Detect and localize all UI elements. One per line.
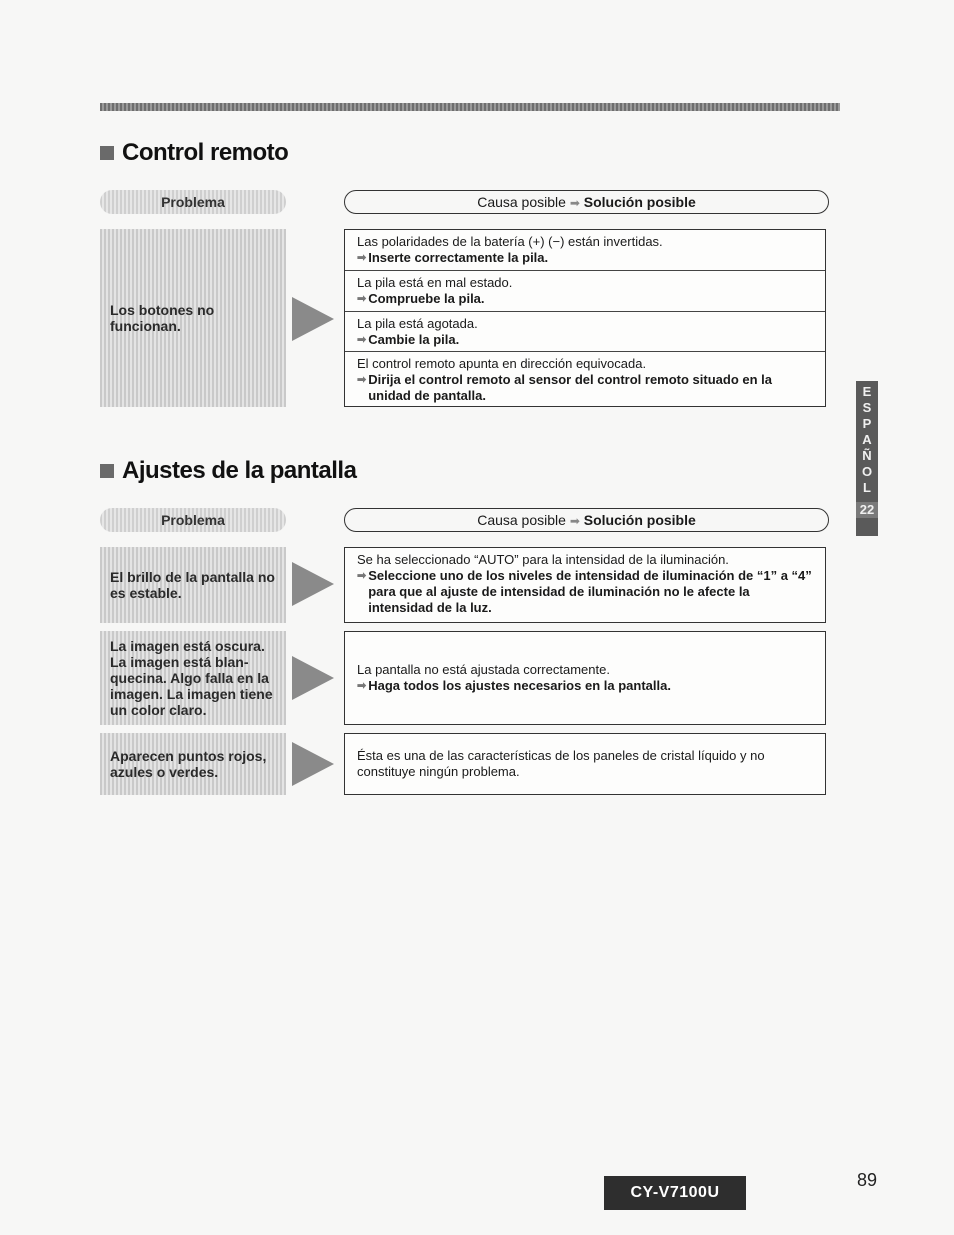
fix-line [357,678,815,694]
cause-text: Las polaridades de la batería (+) (−) están invertidas. [357,234,663,249]
arrow-icon: ➡ [357,334,367,346]
arrow-icon: ➡ [569,196,580,210]
fix-text: Dirija el control remoto al sensor del control remoto situado en la unidad de pantalla. [368,372,773,403]
fix-line [357,291,815,307]
tab-letter: E [862,384,872,399]
tab-letter: L [863,480,871,495]
problem-text: Aparecen puntos rojos, azules o verdes. [110,748,267,780]
play-arrow-icon [292,742,334,786]
solution-row [345,548,825,618]
solution-row [345,271,825,312]
solution-header-label: Solución posible [583,512,696,528]
cause-solution-header [344,508,829,532]
problem-box [100,229,286,407]
fix-text: Compruebe la pila. [368,291,485,306]
problem-box [100,733,286,795]
play-arrow-icon [292,656,334,700]
solution-box [344,547,826,623]
arrow-icon: ➡ [357,293,367,305]
page-number: 89 [857,1170,878,1190]
fix-text: Haga todos los ajustes necesarios en la pantalla. [368,678,671,693]
solution-box [344,733,826,795]
arrow-icon: ➡ [357,680,367,692]
fix-text: Inserte correctamente la pila. [368,250,549,265]
cause-solution-header [344,190,829,214]
cause-text: Se ha seleccionado “AUTO” para la intensidad de la iluminación. [357,552,729,567]
arrow-icon: ➡ [357,252,367,264]
tab-letter: P [862,416,872,431]
fix-text: Cambie la pila. [368,332,460,347]
cause-text: La pila está agotada. [357,316,478,331]
play-arrow-icon [292,297,334,341]
problem-text: El brillo de la pantalla no es estable. [110,569,275,601]
problem-box [100,631,286,725]
cause-text: Ésta es una de las características de los paneles de cristal líquido y no constituye ningún problema. [357,748,765,779]
square-bullet-icon [100,146,114,160]
solution-row [345,352,825,406]
cause-text: La pantalla no está ajustada correctamente. [357,662,610,677]
language-side-tab [856,381,878,536]
solution-row [345,312,825,352]
section-title-text: Control remoto [122,139,289,166]
tab-letter: O [861,464,873,479]
top-rule [100,103,840,111]
problem-text: Los botones no funcionan. [110,302,215,334]
cause-text: La pila está en mal estado. [357,275,513,290]
fix-line [357,372,815,404]
solution-box [344,229,826,407]
section-title-ajustes-pantalla [100,457,356,485]
fix-line [357,332,815,348]
section-title-control-remoto [100,139,288,167]
tab-letter: Ñ [862,448,872,463]
cause-header-label: Causa posible [477,194,566,210]
problem-text: La imagen está oscura. La imagen está blan-quecina. Algo falla en la imagen. La imagen tiene un color claro. [110,638,273,718]
arrow-icon: ➡ [357,570,367,582]
problem-header: Problema [100,508,286,532]
arrow-icon: ➡ [569,514,580,528]
cause-text: El control remoto apunta en dirección equivocada. [357,356,647,371]
solution-row [345,230,825,271]
fix-line [357,568,815,616]
model-badge: CY-V7100U [604,1176,746,1210]
section-title-text: Ajustes de la pantalla [122,457,357,484]
problem-box [100,547,286,623]
fix-line [357,250,815,266]
arrow-icon: ➡ [357,374,367,386]
tab-letter: A [862,432,872,447]
solution-header-label: Solución posible [583,194,696,210]
solution-box [344,631,826,725]
cause-header-label: Causa posible [477,512,566,528]
play-arrow-icon [292,562,334,606]
tab-number: 22 [856,502,878,518]
tab-letter: S [862,400,872,415]
square-bullet-icon [100,464,114,478]
problem-header: Problema [100,190,286,214]
fix-text: Seleccione uno de los niveles de intensidad de iluminación de “1” a “4” para que al ajuste de intensidad de iluminación no le afecte la intensidad de la luz. [368,568,812,615]
